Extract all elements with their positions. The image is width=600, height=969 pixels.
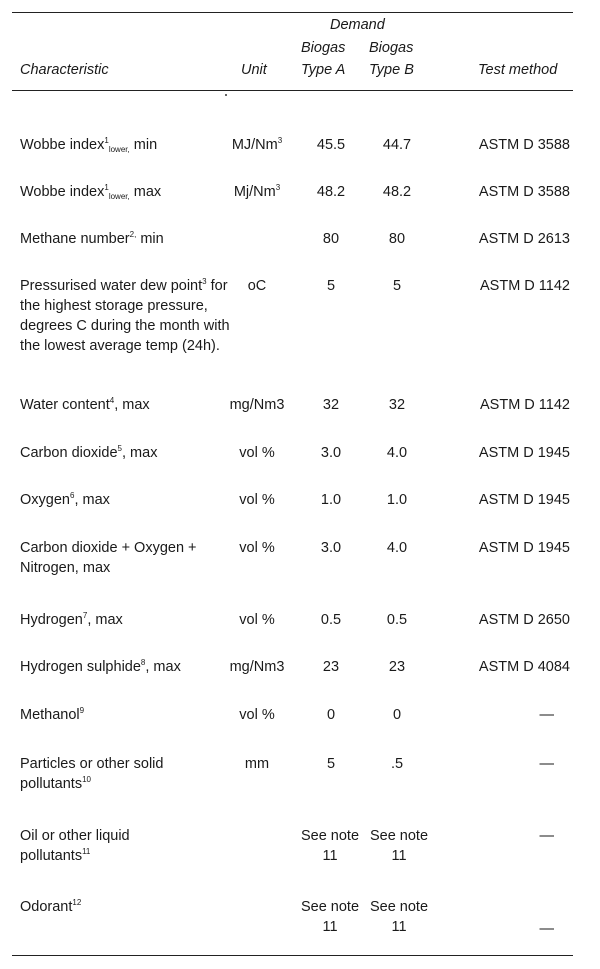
test-method-cell: ASTM D 4084 (478, 659, 570, 675)
type-a-value: 3.0 (320, 445, 342, 461)
characteristic-cell: Particles or other solid pollutants$^{10}$ (20, 756, 164, 792)
test-method-cell: ASTM D 1945 (478, 445, 570, 461)
type-b-value: 48.2 (382, 184, 412, 200)
type-b-value: See note 11 (369, 899, 429, 935)
type-a-value: 0.5 (320, 612, 342, 628)
characteristic-cell: Pressurised water dew point$^3$ for the highest storage pressure, degrees C during the month with the lowest average temp (24h). (20, 277, 230, 354)
characteristic-cell: Hydrogen sulphide$^8$, max (20, 658, 181, 675)
characteristic-cell: Hydrogen$^7$, max (20, 611, 123, 628)
unit-cell: mg/Nm3 (229, 397, 285, 413)
test-method-header: Test method (478, 62, 558, 78)
test-method-cell: ASTM D 1142 (480, 397, 570, 413)
unit-cell: oC (247, 278, 267, 294)
characteristic-cell: Carbon dioxide$^5$, max (20, 444, 158, 461)
type-b-value: 80 (388, 231, 406, 247)
type-a-value: See note 11 (300, 828, 360, 864)
type-b-value: See note 11 (369, 828, 429, 864)
top-rule (12, 12, 573, 13)
type-a-value: 80 (322, 231, 340, 247)
unit-cell: vol % (239, 445, 275, 461)
unit-cell: vol % (239, 707, 275, 723)
characteristic-cell: Wobbe index$^1_{lower,}$ min (20, 136, 158, 154)
type-a-value: 5 (326, 756, 336, 772)
type-a-value: 3.0 (320, 540, 342, 556)
bottom-rule (12, 955, 573, 956)
type-b-value: 32 (388, 397, 406, 413)
unit-cell: vol % (239, 492, 275, 508)
test-method-cell: ASTM D 3588 (478, 184, 570, 200)
characteristic-cell: Water content$^4$, max (20, 396, 150, 413)
type-a-value: 45.5 (316, 137, 346, 153)
unit-cell: mg/Nm3 (229, 659, 285, 675)
biogas-a-header-line1: Biogas (301, 40, 346, 56)
characteristic-cell: Carbon dioxide + Oxygen + Nitrogen, max (20, 540, 197, 576)
type-b-value: 23 (388, 659, 406, 675)
test-method-cell: — (539, 921, 554, 937)
unit-cell: mm (244, 756, 270, 772)
type-a-value: See note 11 (300, 899, 360, 935)
type-b-value: 0.5 (386, 612, 408, 628)
type-a-value: 0 (326, 707, 336, 723)
characteristic-cell: Wobbe index$^1_{lower,}$ max (20, 183, 162, 201)
type-b-value: 1.0 (386, 492, 408, 508)
type-b-value: 4.0 (386, 445, 408, 461)
type-b-value: 4.0 (386, 540, 408, 556)
characteristic-cell: Odorant$^{12}$ (20, 898, 82, 915)
type-a-value: 48.2 (316, 184, 346, 200)
type-a-value: 1.0 (320, 492, 342, 508)
test-method-cell: — (539, 707, 554, 723)
unit-cell: MJ/Nm$^3$ (231, 136, 283, 153)
test-method-cell: — (539, 756, 554, 772)
type-a-value: 32 (322, 397, 340, 413)
biogas-b-header-line2: Type B (369, 62, 414, 78)
characteristic-cell: Oil or other liquid pollutants$^{11}$ (20, 828, 130, 864)
test-method-cell: — (539, 828, 554, 844)
test-method-cell: ASTM D 2650 (478, 612, 570, 628)
type-b-value: 0 (392, 707, 402, 723)
unit-cell: Mj/Nm$^3$ (233, 183, 281, 200)
demand-header: Demand (330, 17, 385, 33)
test-method-cell: ASTM D 2613 (478, 231, 570, 247)
header-rule (12, 90, 573, 91)
unit-cell: vol % (239, 612, 275, 628)
type-b-value: .5 (390, 756, 404, 772)
characteristic-cell: Methane number$^{2,}$ min (20, 230, 164, 247)
biogas-a-header-line2: Type A (301, 62, 346, 78)
type-b-value: 5 (392, 278, 402, 294)
scan-dot (225, 94, 227, 96)
biogas-b-header-line1: Biogas (369, 40, 414, 56)
characteristic-header: Characteristic (20, 62, 109, 78)
test-method-cell: ASTM D 1945 (478, 540, 570, 556)
type-a-value: 23 (322, 659, 340, 675)
unit-cell: vol % (239, 540, 275, 556)
type-b-value: 44.7 (382, 137, 412, 153)
test-method-cell: ASTM D 1945 (478, 492, 570, 508)
unit-header: Unit (241, 62, 267, 78)
test-method-cell: ASTM D 1142 (480, 278, 570, 294)
test-method-cell: ASTM D 3588 (478, 137, 570, 153)
characteristic-cell: Methanol$^9$ (20, 706, 85, 723)
type-a-value: 5 (326, 278, 336, 294)
characteristic-cell: Oxygen$^6$, max (20, 491, 110, 508)
